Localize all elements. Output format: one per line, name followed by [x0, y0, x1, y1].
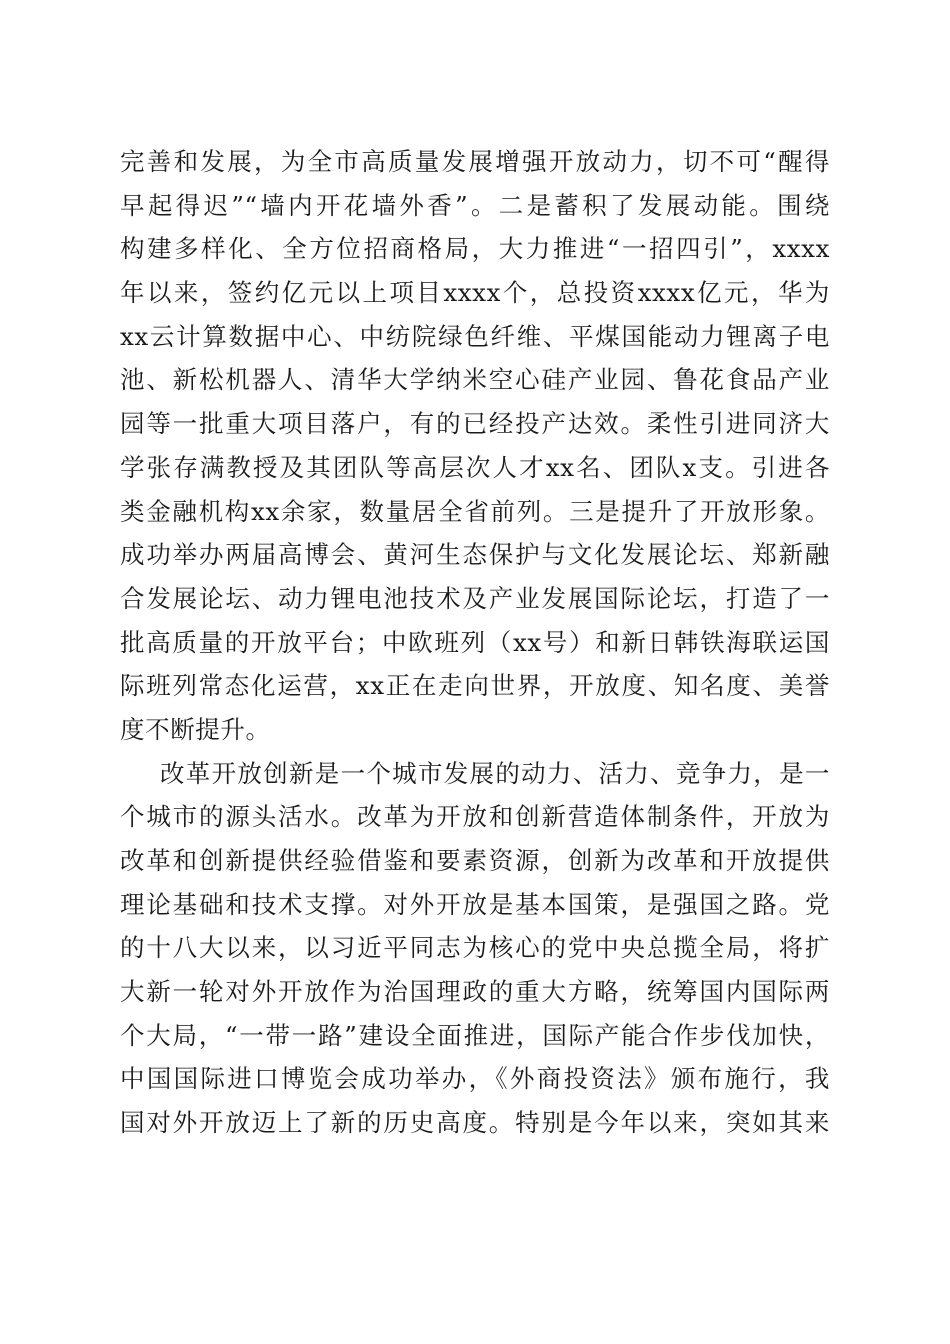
- text-line: 池、新松机器人、清华大学纳米空心硅产业园、鲁花食品产业: [120, 365, 830, 395]
- text-line: 年以来，签约亿元以上项目xxxx个，总投资xxxx亿元，华为: [120, 278, 830, 308]
- paragraph-2: [120, 752, 830, 1145]
- text-line: 早起得迟”“墙内开花墙外香”。二是蓄积了发展动能。围绕: [120, 190, 830, 220]
- text-line: 度不断提升。: [120, 714, 271, 744]
- text-line: 成功举办两届高博会、黄河生态保护与文化发展论坛、郑新融: [120, 540, 830, 570]
- text-line: 个城市的源头活水。改革为开放和创新营造体制条件，开放为: [120, 802, 830, 832]
- text-line: 际班列常态化运营，xx正在走向世界，开放度、知名度、美誉: [120, 671, 830, 701]
- text-line: 的十八大以来，以习近平同志为核心的党中央总揽全局，将扩: [120, 933, 830, 963]
- paragraph-1: [120, 140, 830, 752]
- text-line: xx云计算数据中心、中纺院绿色纤维、平煤国能动力锂离子电: [120, 321, 830, 351]
- text-line: 类金融机构xx余家，数量居全省前列。三是提升了开放形象。: [120, 496, 830, 526]
- text-line: 大新一轮对外开放作为治国理政的重大方略，统筹国内国际两: [120, 977, 830, 1007]
- text-line: 构建多样化、全方位招商格局，大力推进“一招四引”，xxxx: [120, 234, 830, 264]
- text-line: 个大局，“一带一路”建设全面推进，国际产能合作步伐加快，: [120, 1020, 830, 1050]
- document-body: [120, 140, 830, 1145]
- text-line: 合发展论坛、动力锂电池技术及产业发展国际论坛，打造了一: [120, 583, 830, 613]
- text-line: 国对外开放迈上了新的历史高度。特别是今年以来，突如其来: [120, 1108, 830, 1138]
- text-line: 完善和发展，为全市高质量发展增强开放动力，切不可“醒得: [120, 147, 830, 176]
- text-line: 园等一批重大项目落户，有的已经投产达效。柔性引进同济大: [120, 409, 830, 439]
- text-line: 理论基础和技术支撑。对外开放是基本国策，是强国之路。党: [120, 889, 830, 919]
- text-line: 学张存满教授及其团队等高层次人才xx名、团队x支。引进各: [120, 452, 830, 482]
- text-line: 改革开放创新是一个城市发展的动力、活力、竞争力，是一: [160, 758, 830, 788]
- text-line: 中国国际进口博览会成功举办，《外商投资法》颁布施行，我: [120, 1064, 830, 1094]
- text-line: 改革和创新提供经验借鉴和要素资源，创新为改革和开放提供: [120, 846, 830, 875]
- text-line: 批高质量的开放平台；中欧班列（xx号）和新日韩铁海联运国: [120, 627, 830, 657]
